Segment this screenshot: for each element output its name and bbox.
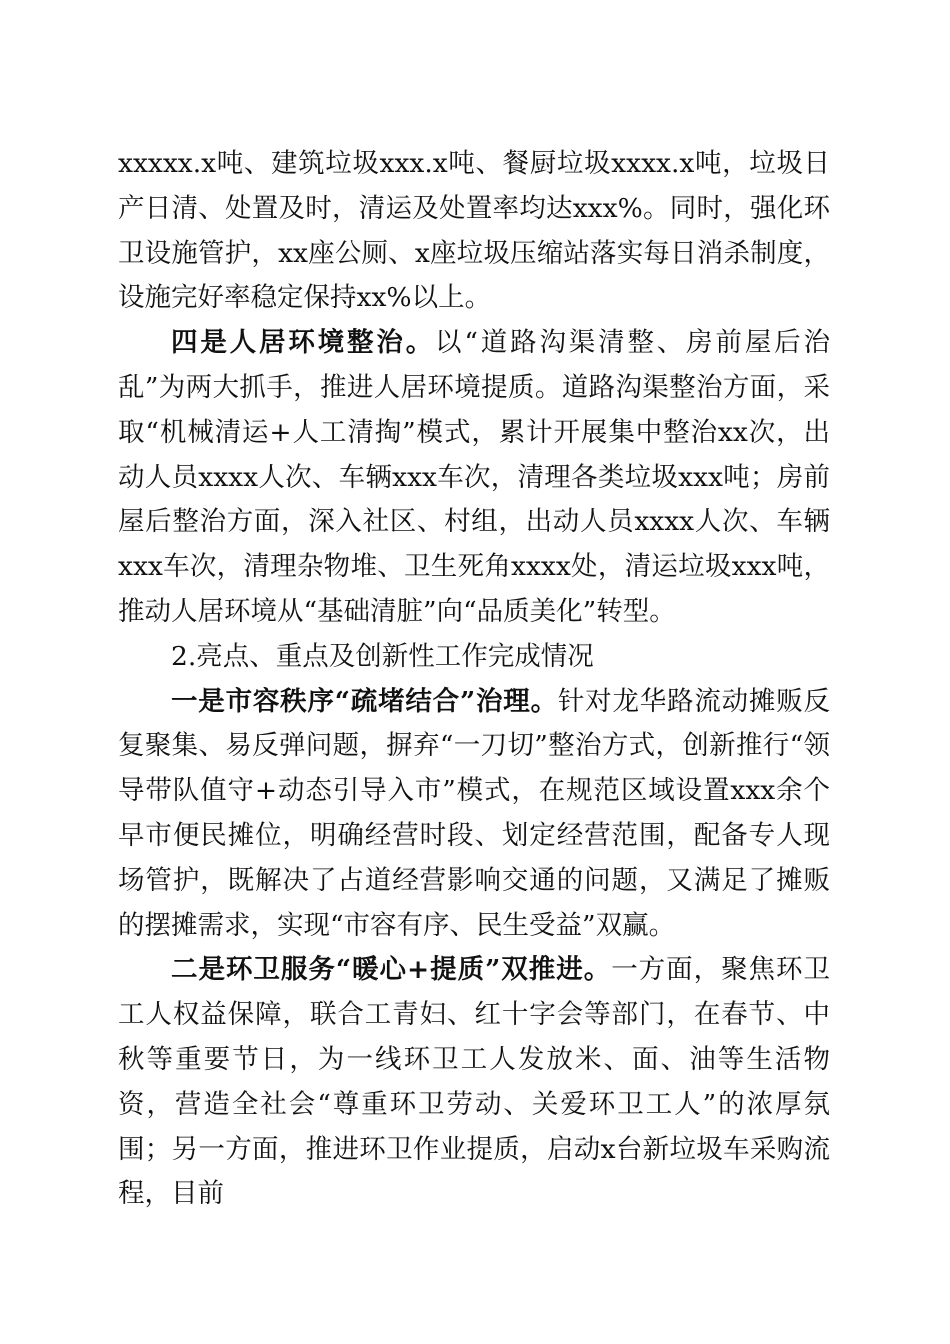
paragraph-text: xxxxx.x吨、建筑垃圾xxx.x吨、餐厨垃圾xxxx.x吨，垃圾日产日清、处置及时，清运及处置率均达xxx%。同时，强化环卫设施管护，xx座公厕、x座垃圾压缩站落实每日消杀制度，设施完好率稳定保持xx%以上。 [118,148,830,314]
paragraph-item-two [118,948,830,1217]
section-heading-text: 2.亮点、重点及创新性工作完成情况 [171,640,594,672]
section-heading [118,635,830,680]
paragraph-text: 以“道路沟渠清整、房前屋后治乱”为两大抓手，推进人居环境提质。道路沟渠整治方面，采取“机械清运+人工清掏”模式，累计开展集中整治xx次，出动人员xxxx人次、车辆xxx车次，清理各类垃圾xxx吨；房前屋后整治方面，深入社区、村组，出动人员xxxx人次、车辆xxx车次，清理杂物堆、卫生死角xxxx处，清运垃圾xxx吨，推动人居环境从“基础清脏”向“品质美化”转型。 [118,327,830,627]
paragraph-heading: 一是市容秩序“疏堵结合”治理。 [171,685,558,717]
paragraph-text: 针对龙华路流动摊贩反复聚集、易反弹问题，摒弃“一刀切”整治方式，创新推行“领导带队值守+动态引导入市”模式，在规范区域设置xxx余个早市便民摊位，明确经营时段、划定经营范围，配备专人现场管护，既解决了占道经营影响交通的问题，又满足了摊贩的摆摊需求，实现“市容有序、民生受益”双赢。 [118,685,830,941]
paragraph-heading: 四是人居环境整治。 [171,327,436,359]
paragraph-text: 一方面，聚焦环卫工人权益保障，联合工青妇、红十字会等部门，在春节、中秋等重要节日，为一线环卫工人发放米、面、油等生活物资，营造全社会“尊重环卫劳动、关爱环卫工人”的浓厚氛围；另一方面，推进环卫作业提质，启动x台新垃圾车采购流程，目前 [118,954,830,1210]
paragraph-continuation [118,142,830,321]
paragraph-heading: 二是环卫服务“暖心+提质”双推进。 [171,954,612,986]
paragraph-item-one [118,680,830,949]
paragraph-item-four [118,321,830,635]
document-page [118,142,830,1217]
